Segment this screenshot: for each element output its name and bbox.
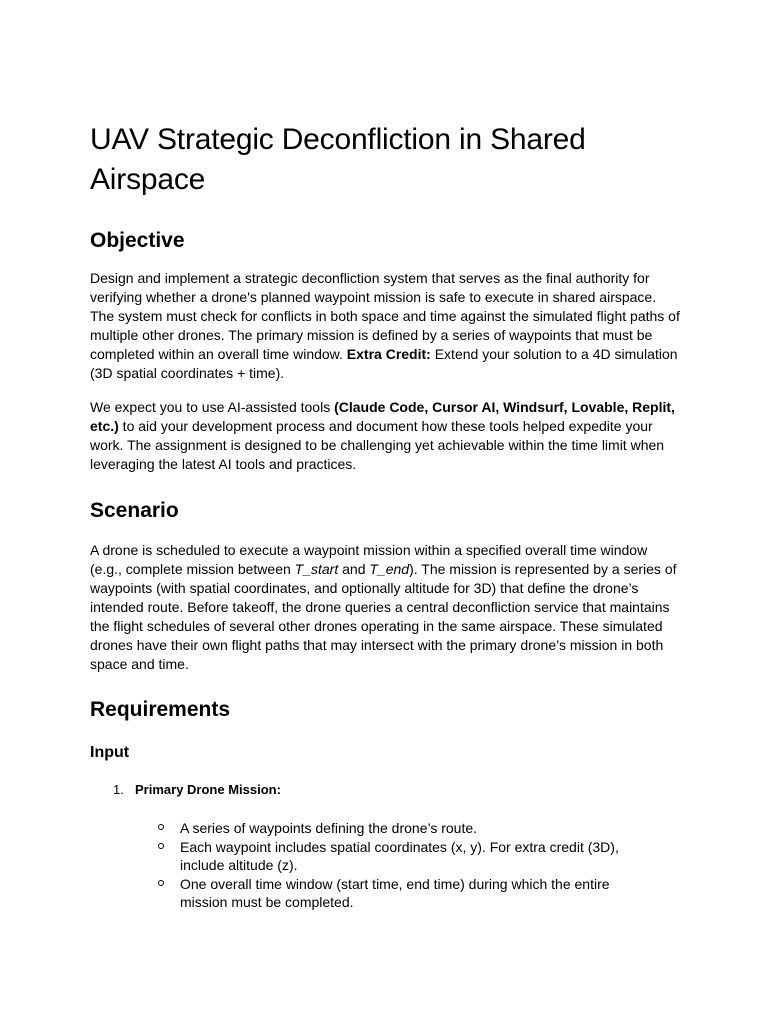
ordered-list-item-1 <box>113 781 281 799</box>
primary-mission-bullet-list <box>156 819 656 912</box>
bullet-text: One overall time window (start time, end time) during which the entire mission must be completed. <box>180 875 610 910</box>
objective-p2-text-a: We expect you to use AI-assisted tools <box>90 399 335 415</box>
list-item <box>156 875 656 912</box>
scenario-text-a: A drone is scheduled to execute a waypoint mission within a specified overall time window (e.g., complete mission between <box>90 542 648 577</box>
hollow-bullet-icon <box>158 880 164 886</box>
bullet-text: A series of waypoints defining the drone’s route. <box>180 820 478 836</box>
objective-paragraph-2 <box>90 398 682 474</box>
bullet-text: Each waypoint includes spatial coordinates (x, y). For extra credit (3D), include altitude (z). <box>180 838 619 873</box>
list-item <box>156 838 656 875</box>
t-end-term: T_end <box>369 561 410 577</box>
primary-drone-mission-label: Primary Drone Mission: <box>135 782 281 797</box>
objective-paragraph-1 <box>90 269 682 383</box>
document-title: UAV Strategic Deconfliction in Shared Airspace <box>90 123 586 196</box>
scenario-text-and: and <box>338 561 370 577</box>
scenario-text-b: ). The mission is represented by a series of waypoints (with spatial coordinates, and optionally altitude for 3D) that define the drone’s intended route. Before takeoff, the drone queries a central deconfliction service that maintains the flight schedules of several other drones operating in the same airspace. These simulated drones have their own flight paths that may intersect with the primary drone’s mission in both space and time. <box>90 561 677 672</box>
scenario-heading: Scenario <box>90 499 179 522</box>
hollow-bullet-icon <box>158 843 164 849</box>
objective-heading: Objective <box>90 229 185 252</box>
objective-p2-text-b: to aid your development process and document how these tools helped expedite your work. The assignment is designed to be challenging yet achievable within the time limit when leveraging the latest AI tools and practices. <box>90 418 665 472</box>
requirements-heading: Requirements <box>90 698 231 721</box>
hollow-bullet-icon <box>158 824 164 830</box>
extra-credit-label: Extra Credit: <box>346 346 431 362</box>
list-item-number: 1. <box>113 782 124 797</box>
objective-p1-text-a: Design and implement a strategic deconfliction system that serves as the final authority for verifying whether a drone's planned waypoint mission is safe to execute in shared airspace. The system must check for conflicts in both space and time against the simulated flight paths of multiple other drones. The primary mission is defined by a series of waypoints that must be completed within an overall time window. <box>90 270 680 362</box>
list-item <box>156 819 656 838</box>
t-start-term: T_start <box>294 561 339 577</box>
scenario-paragraph <box>90 541 682 674</box>
objective-p1-text-b: Extend your solution to a 4D simulation (3D spatial coordinates + time). <box>90 346 678 381</box>
input-heading: Input <box>90 744 130 761</box>
ai-tools-list: (Claude Code, Cursor AI, Windsurf, Lovable, Replit, etc.) <box>90 399 675 434</box>
